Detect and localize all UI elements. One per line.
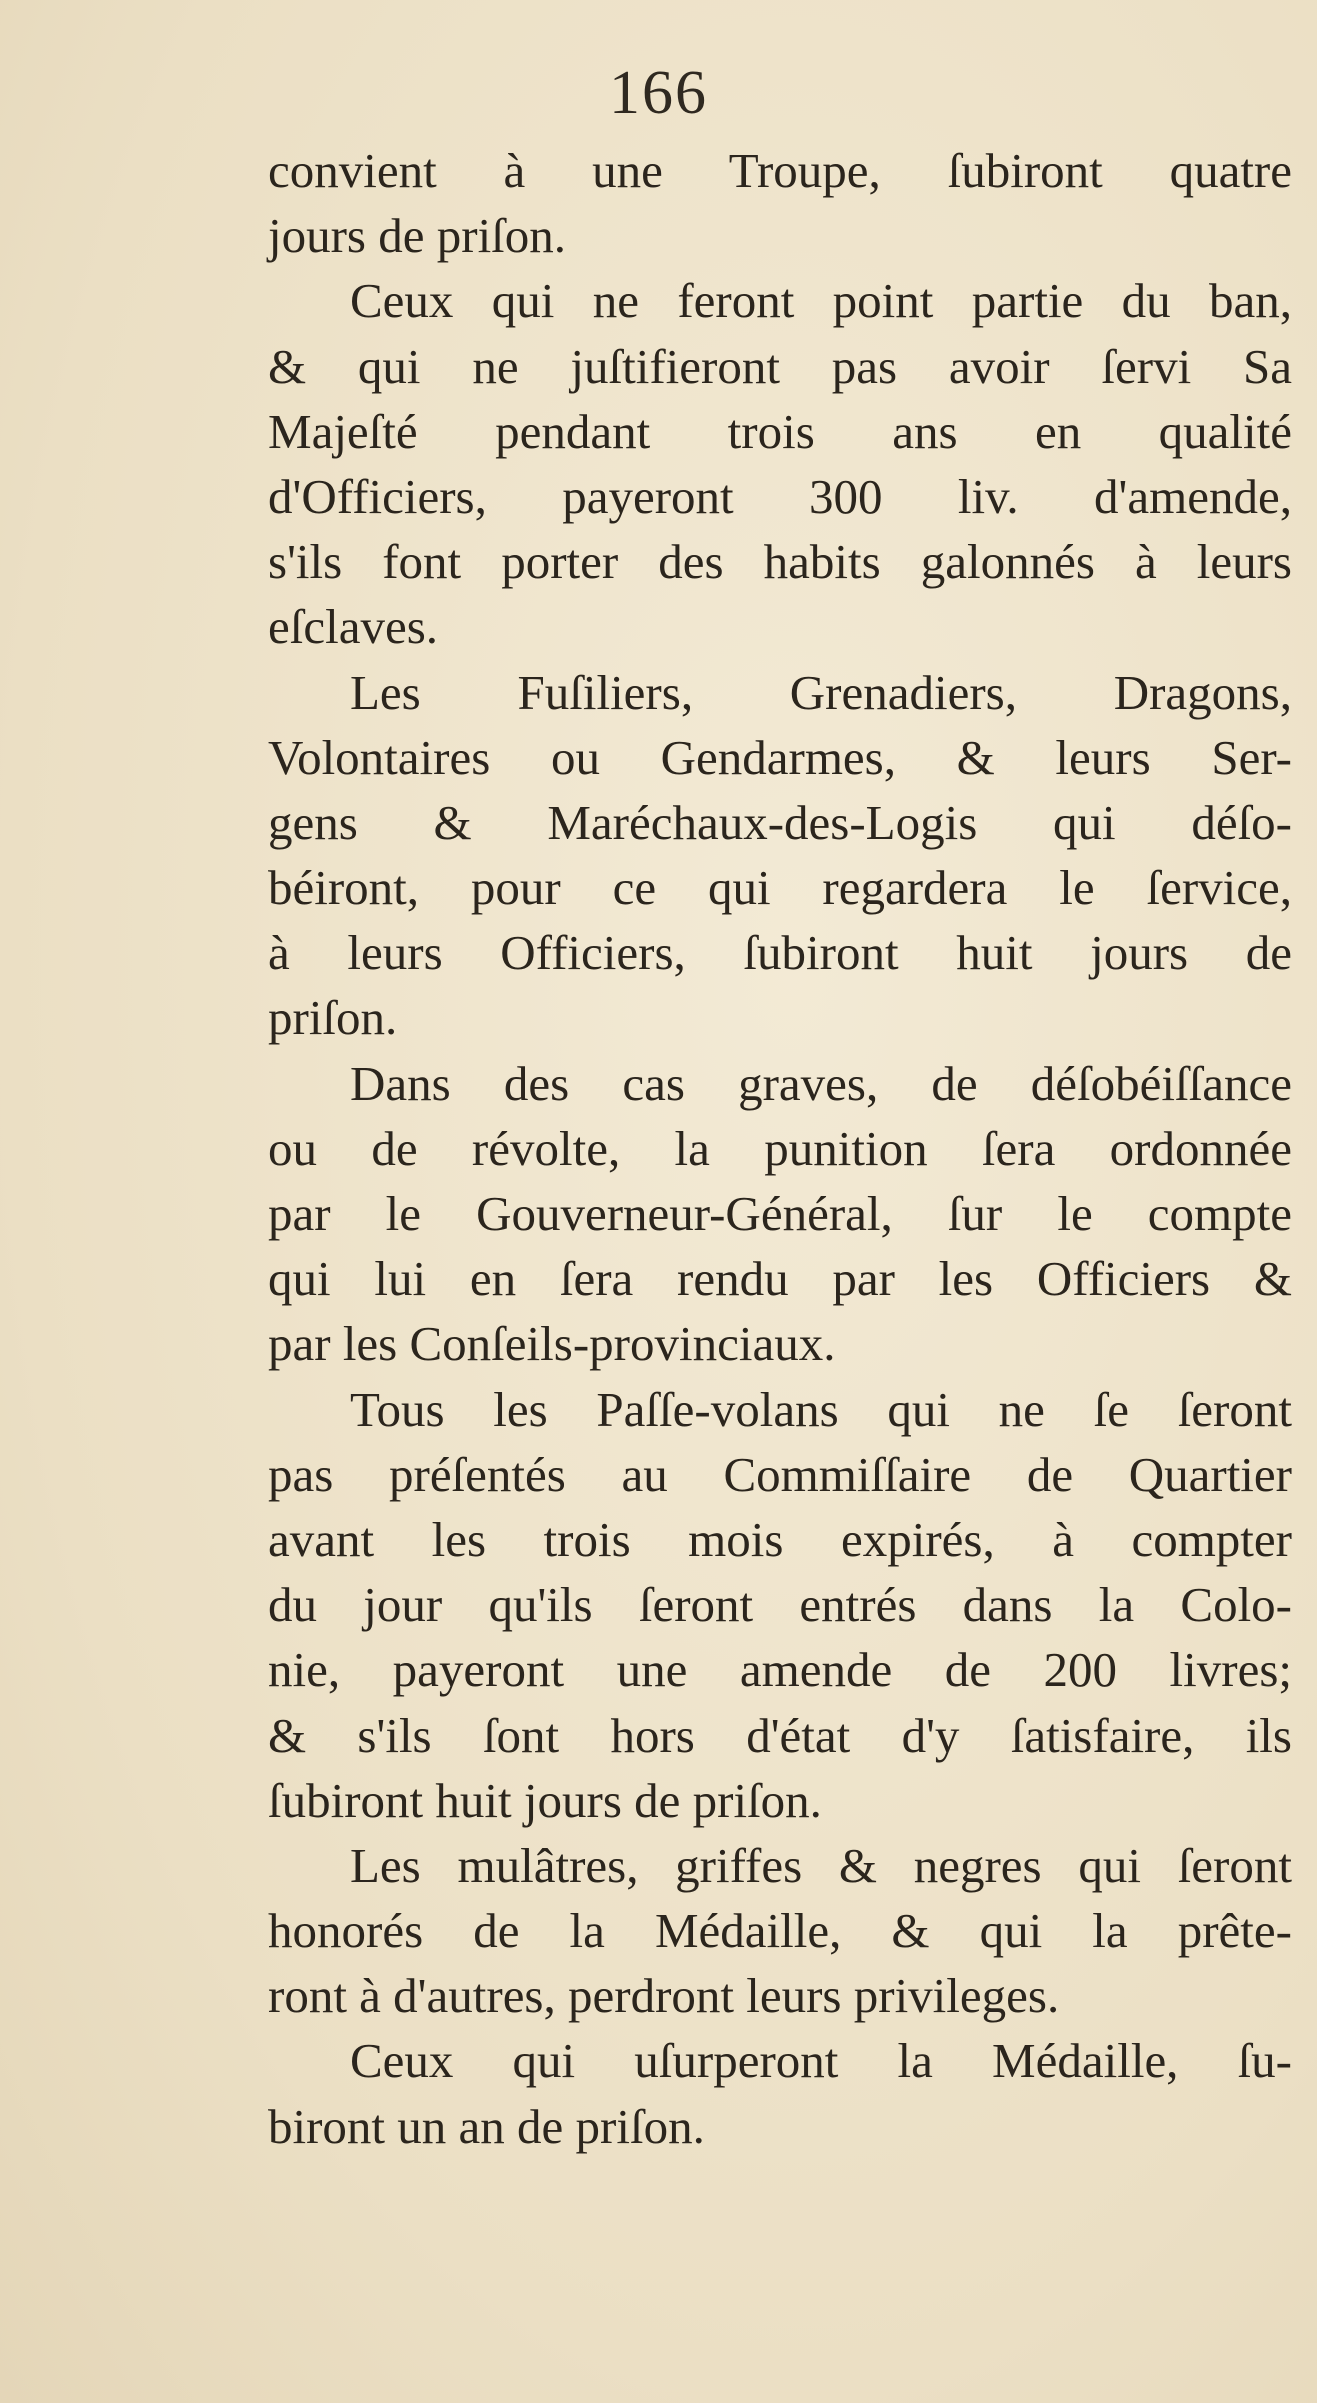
text-line: Ceux qui uſurperont la Médaille, ſu-: [350, 2033, 1292, 2089]
text-line: Les Fuſiliers, Grenadiers, Dragons,: [350, 664, 1292, 720]
page-number: 166: [609, 59, 708, 127]
text-line: Les mulâtres, griffes & negres qui ſeront: [350, 1837, 1292, 1893]
text-line: ſubiront huit jours de priſon.: [268, 1772, 822, 1828]
text-line: Majeſté pendant trois ans en qualité: [268, 403, 1292, 459]
text-line: à leurs Officiers, ſubiront huit jours de: [268, 925, 1292, 981]
text-line: & s'ils ſont hors d'état d'y ſatisfaire, ils: [268, 1707, 1292, 1763]
text-line: Tous les Paſſe-volans qui ne ſe ſeront: [350, 1381, 1292, 1437]
text-line: nie, payeront une amende de 200 livres;: [268, 1642, 1292, 1698]
text-line: s'ils font porter des habits galonnés à leurs: [268, 534, 1292, 590]
text-line: pas préſentés au Commiſſaire de Quartier: [268, 1446, 1292, 1502]
text-line: béiront, pour ce qui regardera le ſervice,: [268, 860, 1292, 916]
text-line: jours de priſon.: [268, 208, 567, 264]
text-line: Volontaires ou Gendarmes, & leurs Ser-: [268, 729, 1292, 785]
text-line: & qui ne juſtifieront pas avoir ſervi Sa: [268, 338, 1292, 394]
text-line: priſon.: [268, 990, 398, 1046]
text-line: par les Conſeils-provinciaux.: [268, 1316, 836, 1372]
text-line: Dans des cas graves, de déſobéiſſance: [350, 1055, 1292, 1111]
text-line: gens & Maréchaux-des-Logis qui déſo-: [268, 794, 1292, 850]
body-text: [268, 138, 1292, 2159]
text-line: d'Officiers, payeront 300 liv. d'amende,: [268, 468, 1292, 524]
text-line: biront un an de priſon.: [268, 2098, 705, 2154]
text-line: ront à d'autres, perdront leurs privileges.: [268, 1968, 1060, 2024]
text-line: par le Gouverneur-Général, ſur le compte: [268, 1186, 1292, 1241]
text-line: ou de révolte, la punition ſera ordonnée: [268, 1120, 1292, 1176]
text-line: convient à une Troupe, ſubiront quatre: [268, 143, 1292, 198]
text-line: du jour qu'ils ſeront entrés dans la Colo-: [268, 1577, 1292, 1633]
text-line: avant les trois mois expirés, à compter: [268, 1511, 1292, 1567]
text-line: Ceux qui ne feront point partie du ban,: [350, 273, 1292, 329]
text-line: honorés de la Médaille, & qui la prête-: [268, 1903, 1292, 1959]
text-line: eſclaves.: [268, 599, 439, 655]
text-line: qui lui en ſera rendu par les Officiers &: [268, 1251, 1292, 1307]
